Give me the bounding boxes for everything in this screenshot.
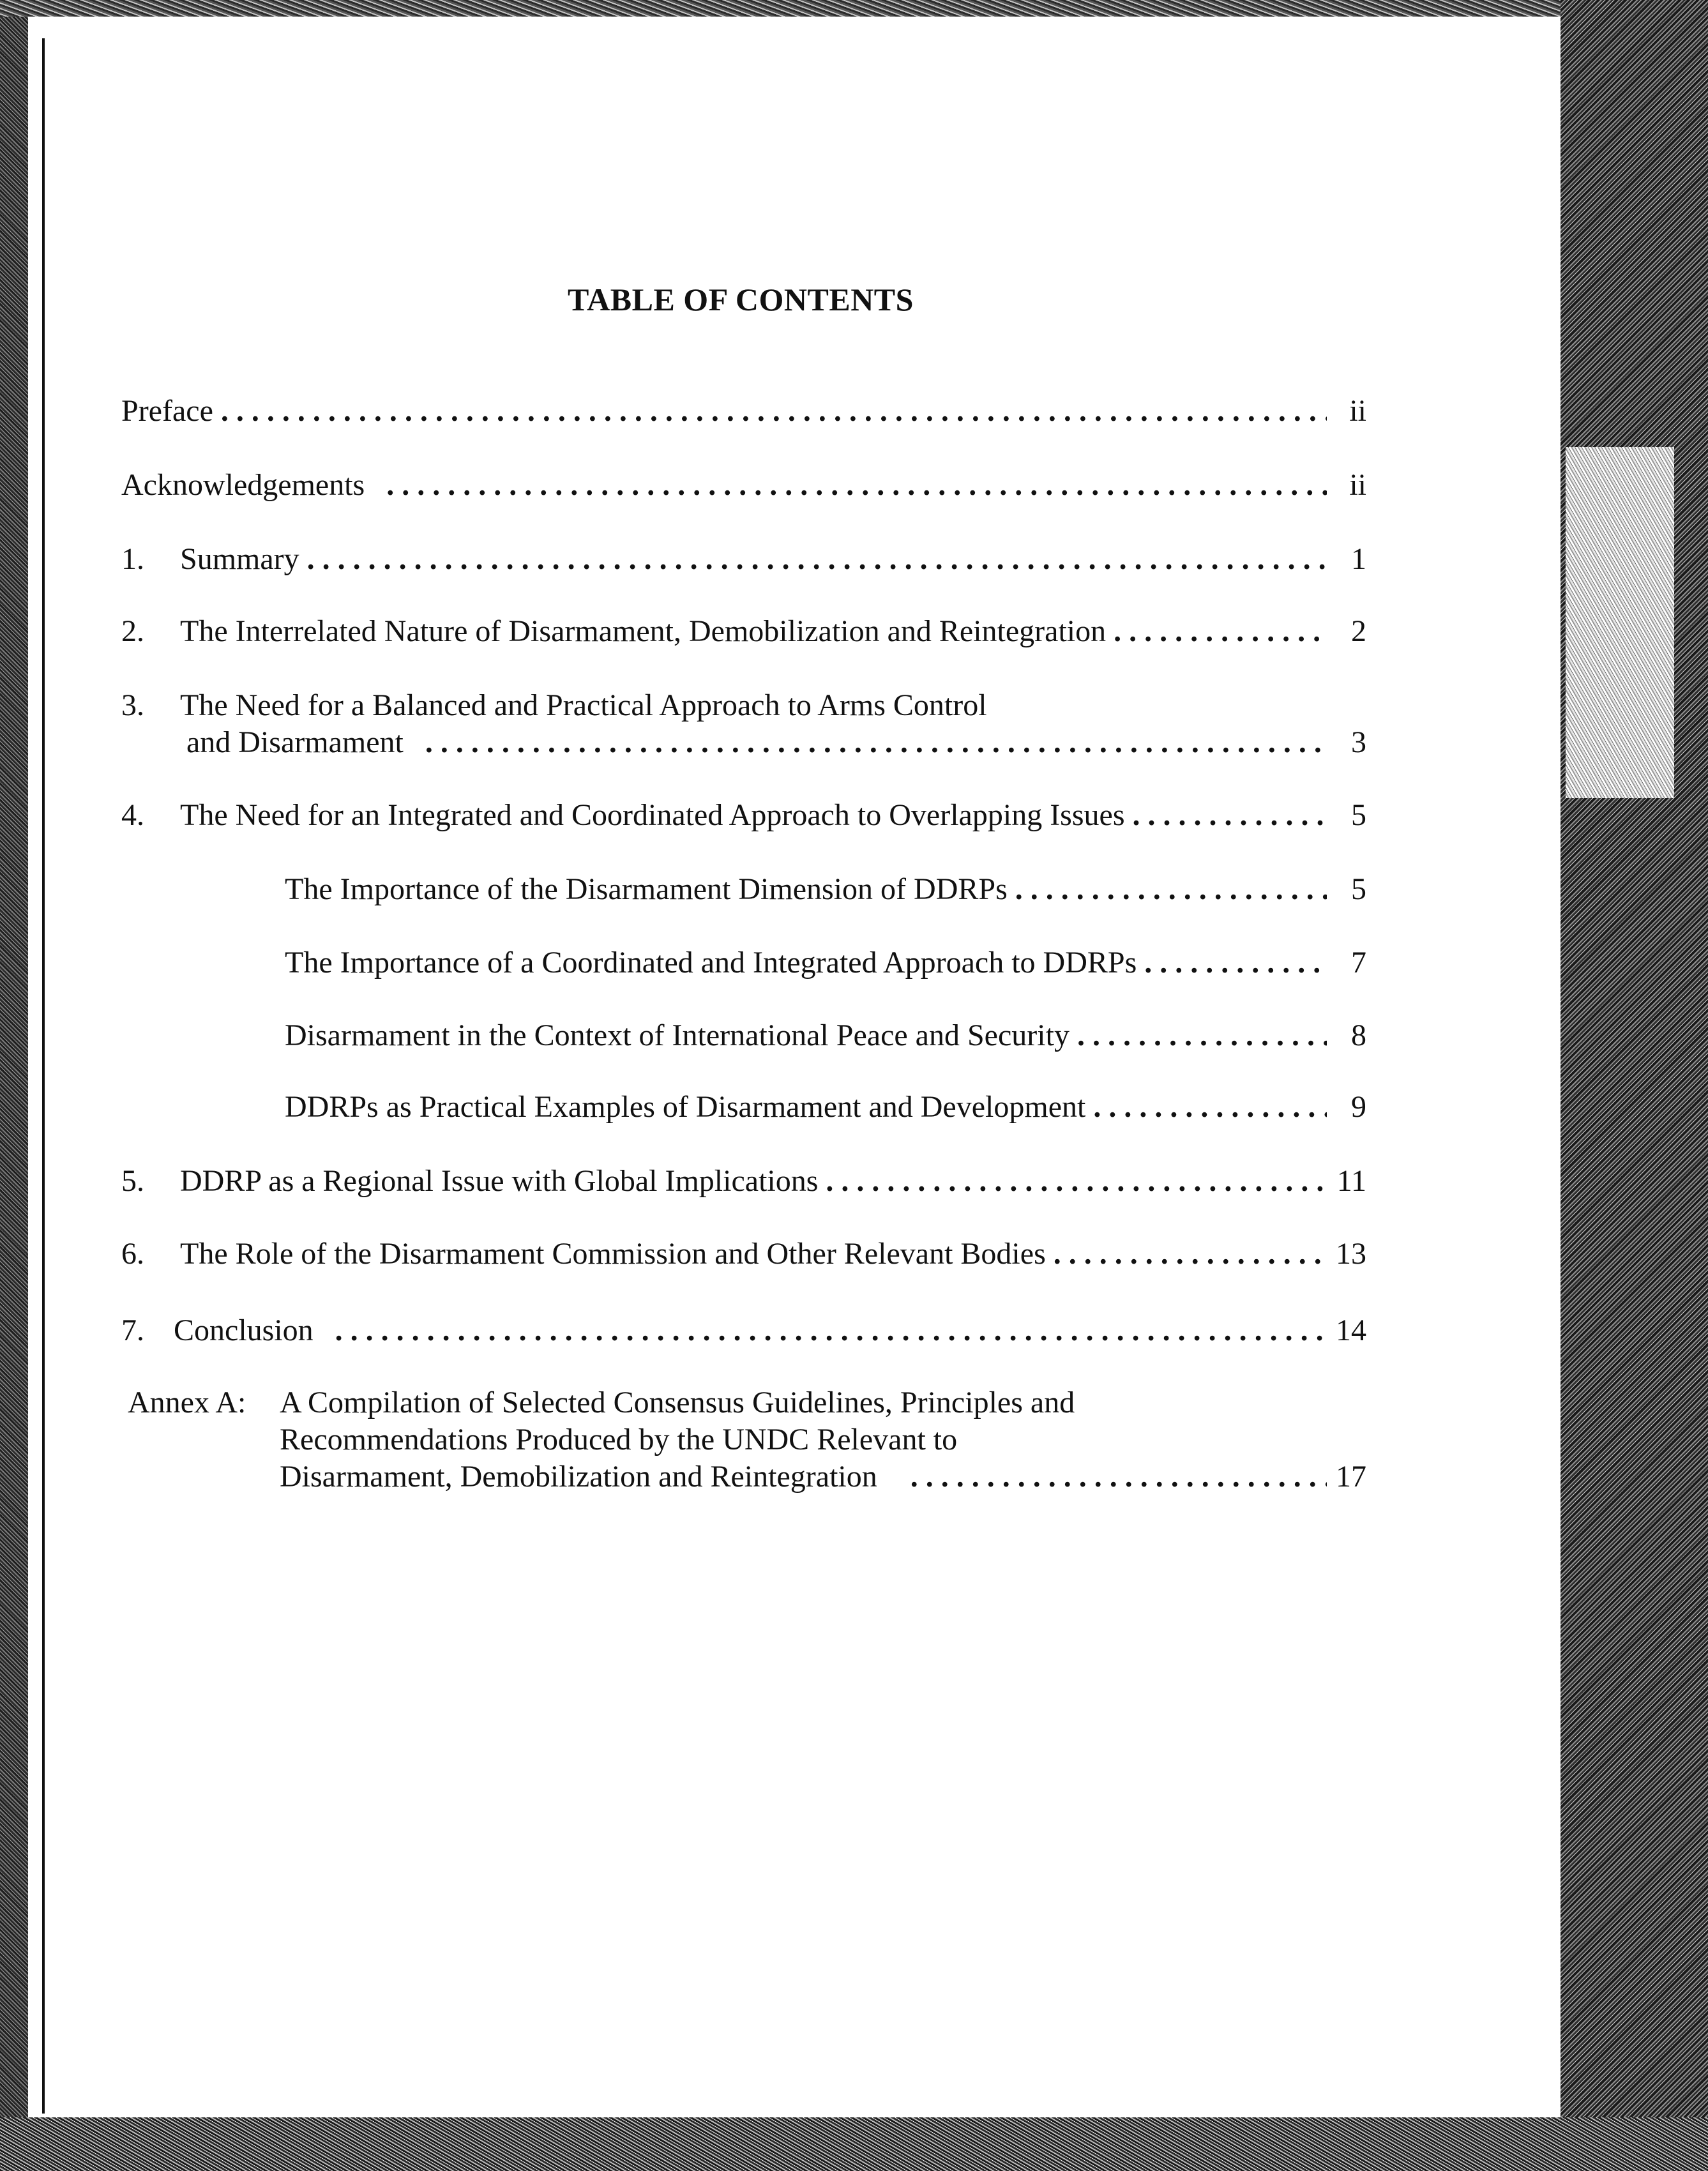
toc-entry-page: ii bbox=[1349, 394, 1366, 428]
toc-entry-page: 17 bbox=[1336, 1460, 1366, 1494]
toc-entry-acknowledgements bbox=[121, 467, 1366, 504]
dot-leader bbox=[425, 724, 1327, 761]
toc-entry-number: 1. bbox=[121, 542, 144, 576]
page-title: TABLE OF CONTENTS bbox=[568, 282, 914, 317]
toc-entry-page: 5 bbox=[1351, 872, 1366, 906]
dot-leader bbox=[386, 467, 1327, 504]
dot-leader bbox=[221, 393, 1327, 430]
toc-entry-page: 9 bbox=[1351, 1090, 1366, 1124]
dot-leader bbox=[1144, 944, 1327, 981]
toc-entry-page: 2 bbox=[1351, 614, 1366, 648]
toc-entry-balanced-approach-line2 bbox=[186, 724, 1366, 761]
dot-leader bbox=[307, 541, 1327, 578]
annex-label-line1: A Compilation of Selected Consensus Guidelines, Principles and bbox=[280, 1386, 1075, 1419]
toc-entry-label: The Need for a Balanced and Practical Approach to Arms Control bbox=[180, 688, 987, 722]
dot-leader bbox=[911, 1458, 1327, 1495]
dot-leader bbox=[1015, 871, 1327, 908]
toc-entry-page: 8 bbox=[1351, 1018, 1366, 1052]
toc-entry-label: The Interrelated Nature of Disarmament, Demobilization and Reintegration bbox=[180, 614, 1107, 648]
toc-entry-label: The Importance of the Disarmament Dimension of DDRPs bbox=[285, 872, 1008, 906]
dot-leader bbox=[1114, 613, 1327, 650]
dot-leader bbox=[1054, 1236, 1327, 1273]
toc-entry-number: 7. bbox=[121, 1313, 144, 1347]
dot-leader bbox=[1077, 1017, 1327, 1054]
dot-leader bbox=[826, 1163, 1327, 1200]
toc-entry-label: DDRPs as Practical Examples of Disarmament and Development bbox=[285, 1090, 1086, 1124]
toc-entry-label: Preface bbox=[121, 394, 213, 428]
toc-entry-page: 5 bbox=[1351, 798, 1366, 832]
toc-entry-label: Disarmament in the Context of International Peace and Security bbox=[285, 1018, 1069, 1052]
toc-entry-page: 13 bbox=[1336, 1237, 1366, 1271]
dot-leader bbox=[1133, 797, 1327, 834]
toc-entry-balanced-approach-line1 bbox=[121, 687, 987, 724]
toc-entry-interrelated-nature bbox=[121, 613, 1366, 650]
toc-entry-regional-issue bbox=[121, 1163, 1366, 1200]
toc-entry-number: 4. bbox=[121, 798, 144, 832]
toc-entry-page: 3 bbox=[1351, 725, 1366, 759]
toc-entry-label: The Role of the Disarmament Commission and Other Relevant Bodies bbox=[180, 1237, 1046, 1271]
toc-annex-line1 bbox=[128, 1384, 1075, 1421]
annex-label-line3: Disarmament, Demobilization and Reintegration bbox=[280, 1460, 877, 1494]
toc-entry-preface bbox=[121, 393, 1366, 430]
toc-annex-line2 bbox=[280, 1421, 957, 1458]
annex-label-line2: Recommendations Produced by the UNDC Relevant to bbox=[280, 1423, 958, 1456]
toc-subentry-coordinated-approach bbox=[285, 944, 1366, 981]
toc-entry-number: 2. bbox=[121, 614, 144, 648]
toc-entry-label: Conclusion bbox=[174, 1313, 314, 1347]
toc-entry-number: 5. bbox=[121, 1164, 144, 1198]
toc-entry-number: 3. bbox=[121, 688, 144, 722]
toc-entry-conclusion bbox=[121, 1312, 1366, 1349]
toc-entry-page: 7 bbox=[1351, 946, 1366, 980]
toc-entry-page: 11 bbox=[1336, 1164, 1366, 1198]
toc-entry-disarmament-commission bbox=[121, 1236, 1366, 1273]
dot-leader bbox=[335, 1312, 1327, 1349]
toc-entry-label: Summary bbox=[180, 542, 299, 576]
toc-entry-label-continued: and Disarmament bbox=[186, 725, 404, 759]
toc-entry-page: 14 bbox=[1336, 1313, 1366, 1347]
toc-entry-summary bbox=[121, 541, 1366, 578]
toc-subentry-disarmament-dimension bbox=[285, 871, 1366, 908]
toc-entry-label: DDRP as a Regional Issue with Global Implications bbox=[180, 1164, 819, 1198]
annex-heading: Annex A: bbox=[128, 1386, 246, 1419]
toc-entry-page: ii bbox=[1349, 468, 1366, 502]
toc-entry-integrated-approach bbox=[121, 797, 1366, 834]
toc-entry-label: Acknowledgements bbox=[121, 468, 365, 502]
toc-entry-page: 1 bbox=[1351, 542, 1366, 576]
toc-annex-line3 bbox=[280, 1458, 1366, 1495]
toc-entry-label: The Need for an Integrated and Coordinated Approach to Overlapping Issues bbox=[180, 798, 1125, 832]
toc-subentry-practical-examples bbox=[285, 1089, 1366, 1126]
toc-entry-number: 6. bbox=[121, 1237, 144, 1271]
toc-entry-label: The Importance of a Coordinated and Integrated Approach to DDRPs bbox=[285, 946, 1137, 980]
toc-subentry-international-peace bbox=[285, 1017, 1366, 1054]
dot-leader bbox=[1093, 1089, 1327, 1126]
